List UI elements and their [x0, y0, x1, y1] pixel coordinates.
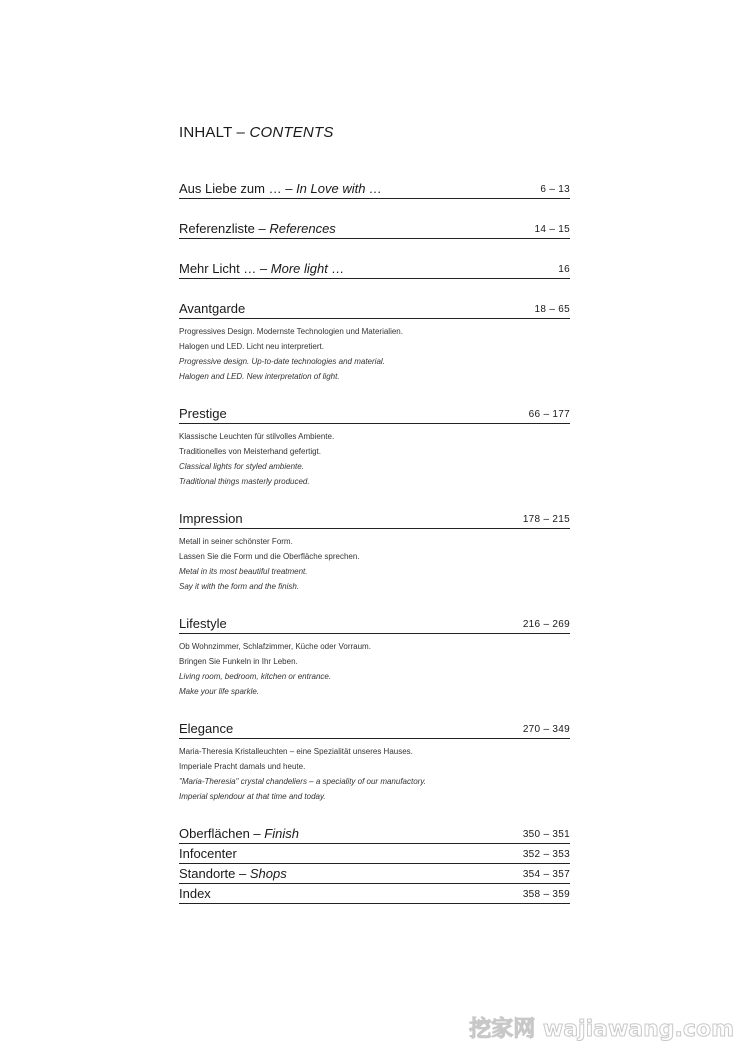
toc-entry-references[interactable]: [179, 218, 570, 239]
page-title-de: INHALT –: [179, 124, 250, 141]
entry-pages: 16: [558, 264, 570, 275]
entry-title: Lifestyle: [179, 616, 227, 631]
toc-entry-more-light[interactable]: [179, 258, 570, 279]
toc-entry-in-love-with[interactable]: [179, 178, 570, 199]
entry-title: Mehr Licht … – More light …: [179, 261, 345, 276]
entry-pages: 18 – 65: [534, 304, 570, 315]
toc-entry-prestige[interactable]: [179, 403, 570, 489]
entry-description: Ob Wohnzimmer, Schlafzimmer, Küche oder Vorraum. Bringen Sie Funkeln in Ihr Leben. Living room, bedroom, kitchen or entrance. Make your life sparkle.: [179, 642, 371, 696]
entry-title: Standorte – Shops: [179, 866, 287, 881]
entry-description: Metall in seiner schönster Form. Lassen Sie die Form und die Oberfläche sprechen. Metal in its most beautiful treatment. Say it with the form and the finish.: [179, 537, 360, 591]
toc-entry-finish[interactable]: [179, 823, 570, 844]
entry-pages: 358 – 359: [522, 889, 570, 900]
entry-pages: 178 – 215: [522, 514, 570, 525]
entry-title: Avantgarde: [179, 301, 246, 316]
entry-title: Oberflächen – Finish: [179, 826, 299, 841]
toc-entry-elegance[interactable]: [179, 718, 570, 804]
entry-pages: 350 – 351: [522, 829, 570, 840]
toc-entry-avantgarde[interactable]: [179, 298, 570, 384]
entry-pages: 216 – 269: [522, 619, 570, 630]
entry-title: Infocenter: [179, 846, 237, 861]
entry-description: Progressives Design. Modernste Technologien und Materialien. Halogen und LED. Licht neu interpretiert. Progressive design. Up-to-date technologies and material. Halogen and LED. New interpretation of light.: [179, 327, 403, 381]
entry-pages: 352 – 353: [522, 849, 570, 860]
page-title: [179, 124, 334, 141]
watermark: 挖家网 wajiawang.com: [469, 1017, 734, 1042]
toc-entry-lifestyle[interactable]: [179, 613, 570, 699]
entry-pages: 6 – 13: [540, 184, 570, 195]
entry-title: Prestige: [179, 406, 227, 421]
entry-pages: 354 – 357: [522, 869, 570, 880]
toc-entry-index[interactable]: [179, 883, 570, 904]
entry-title: Impression: [179, 511, 243, 526]
entry-pages: 66 – 177: [528, 409, 570, 420]
entry-title: Elegance: [179, 721, 234, 736]
entry-description: Klassische Leuchten für stilvolles Ambiente. Traditionelles von Meisterhand gefertigt. Classical lights for styled ambiente. Traditional things masterly produced.: [179, 432, 335, 486]
entry-title: Referenzliste – References: [179, 221, 336, 236]
entry-pages: 14 – 15: [534, 224, 570, 235]
toc-entry-infocenter[interactable]: [179, 843, 570, 864]
page-title-en: CONTENTS: [249, 124, 334, 141]
entry-pages: 270 – 349: [522, 724, 570, 735]
toc-entry-shops[interactable]: [179, 863, 570, 884]
toc-entry-impression[interactable]: [179, 508, 570, 594]
entry-description: Maria-Theresia Kristalleuchten – eine Spezialität unseres Hauses. Imperiale Pracht damals und heute. "Maria-Theresia" crystal chandeliers – a speciality of our manufactory. Imperial splendour at that time and today.: [179, 747, 426, 801]
entry-title: Aus Liebe zum … – In Love with …: [179, 181, 383, 196]
entry-title: Index: [179, 886, 211, 901]
